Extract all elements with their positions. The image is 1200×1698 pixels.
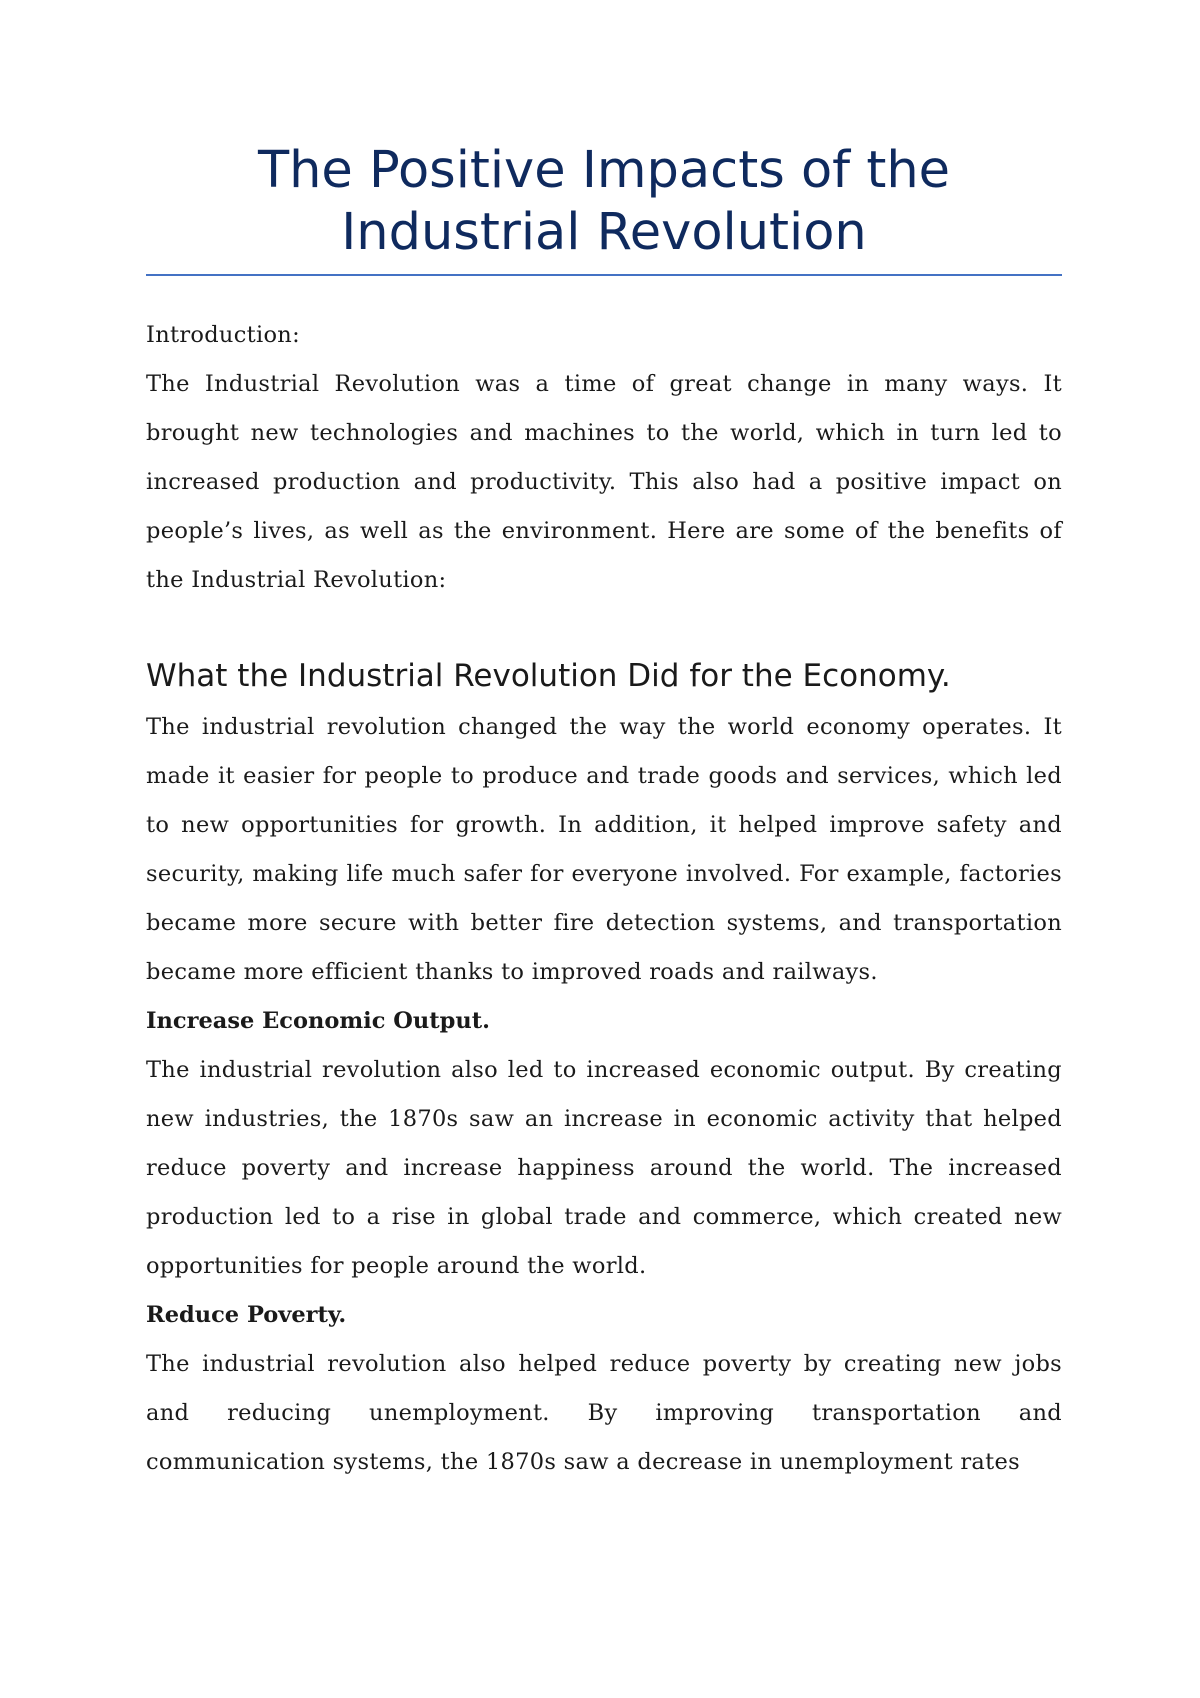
intro-paragraph: The Industrial Revolution was a time of great change in many ways. It brought new technologies and machines to the world, which in turn led to increased production and productivity. This also had a positive impact on people’s lives, as well as the environment. Here are some of the benefits of the Industrial Revolution: bbox=[146, 371, 1062, 593]
intro-label: Introduction: bbox=[146, 322, 300, 348]
subheading-reduce-poverty: Reduce Poverty. bbox=[146, 1302, 347, 1328]
subheading-economic-output: Increase Economic Output. bbox=[146, 1008, 490, 1034]
document-page bbox=[146, 140, 1062, 1487]
section-heading-economy: What the Industrial Revolution Did for the Economy. bbox=[146, 658, 951, 694]
poverty-paragraph: The industrial revolution also helped reduce poverty by creating new jobs and reducing unemployment. By improving transportation and communication systems, the 1870s saw a decrease in unemployment rates bbox=[146, 1351, 1062, 1475]
output-paragraph: The industrial revolution also led to increased economic output. By creating new industries, the 1870s saw an increase in economic activity that helped reduce poverty and increase happiness around the world. The increased production led to a rise in global trade and commerce, which created new opportunities for people around the world. bbox=[146, 1057, 1062, 1279]
title-underline bbox=[146, 274, 1062, 276]
economy-paragraph: The industrial revolution changed the way the world economy operates. It made it easier for people to produce and trade goods and services, which led to new opportunities for growth. In addition, it helped improve safety and security, making life much safer for everyone involved. For example, factories became more secure with better fire detection systems, and transportation became more efficient thanks to improved roads and railways. bbox=[146, 714, 1062, 985]
document-title: The Positive Impacts of the Industrial Revolution bbox=[257, 141, 951, 262]
